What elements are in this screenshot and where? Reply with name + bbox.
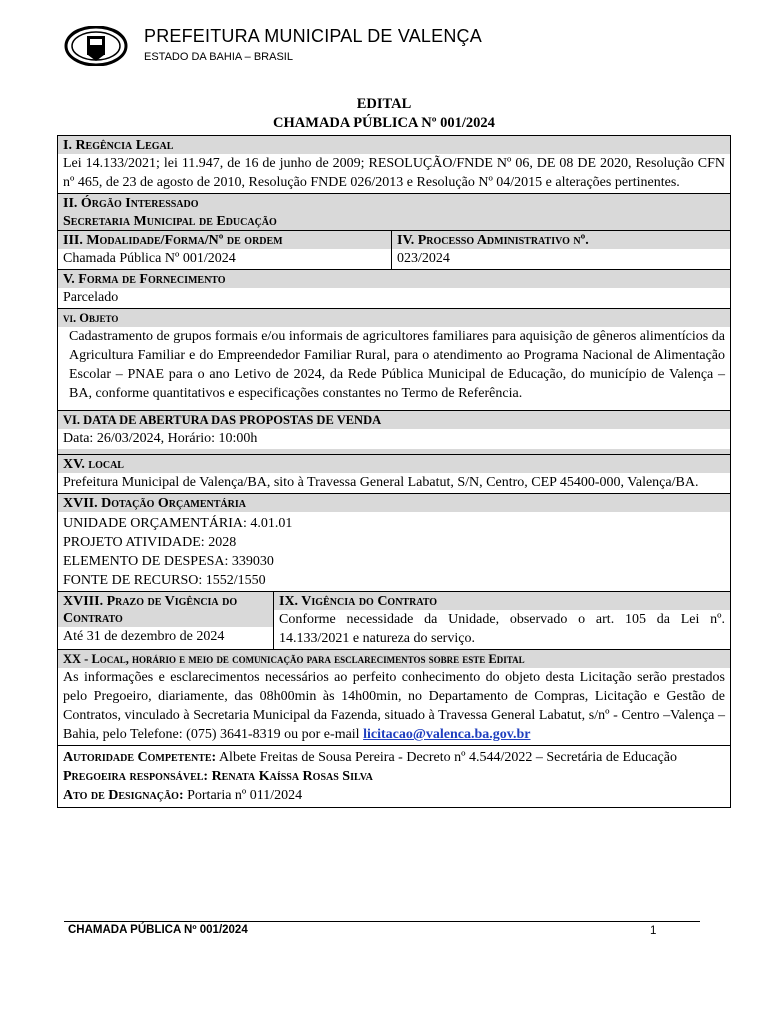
section-heading: XV. local — [58, 455, 730, 473]
budget-line: UNIDADE ORÇAMENTÁRIA: 4.01.01 — [63, 516, 293, 531]
section-body — [58, 512, 730, 591]
edital-table — [57, 135, 731, 808]
document-subtitle: CHAMADA PÚBLICA Nº 001/2024 — [273, 115, 495, 131]
section-heading: IX. Vigência do Contrato — [274, 592, 730, 610]
section-esclarecimentos — [58, 650, 730, 746]
section-body: Chamada Pública Nº 001/2024 — [63, 251, 236, 266]
pregoeira-line — [58, 767, 730, 786]
section-modalidade-processo — [58, 231, 730, 270]
budget-line: PROJETO ATIVIDADE: 2028 — [63, 535, 237, 550]
section-data-abertura — [58, 411, 730, 455]
designacao-line — [58, 786, 730, 807]
page-number: 1 — [650, 925, 657, 937]
section-heading-secondary: Secretaria Municipal de Educação — [58, 212, 730, 230]
section-heading: XX - Local, horário e meio de comunicação para esclarecimentos sobre este Edital — [58, 650, 730, 668]
section-body: Cadastramento de grupos formais e/ou informais de agricultores familiares para aquisição de gêneros alimentícios da Agricultura Familiar e do Empreendedor Familiar Rural, para o atendimento ao Programa Nacional de Alimentação Escolar – PNAE para o ano Letivo de 2024, da Rede Pública Municipal de Educação, do município de Valença – BA, conforme quantitativos e especificações constantes no Termo de Referência. — [69, 329, 725, 401]
heading-line: XVIII. Prazo de Vigência do — [63, 594, 238, 609]
section-body: Parcelado — [63, 290, 119, 305]
header-title: PREFEITURA MUNICIPAL DE VALENÇA — [144, 26, 482, 46]
section-body: Prefeitura Municipal de Valença/BA, sito à Travessa General Labatut, S/N, Centro, CEP 45400-000, Valença/BA. — [63, 475, 699, 490]
spacer — [58, 404, 730, 410]
section-body: Data: 26/03/2024, Horário: 10:00h — [63, 431, 258, 446]
heading-line: Contrato — [63, 611, 123, 626]
section-regencia-legal — [58, 136, 730, 194]
section-heading: vi. Objeto — [58, 309, 730, 327]
contact-text: As informações e esclarecimentos necessários ao perfeito conhecimento do objeto desta Licitação serão prestados pelo Pregoeiro, diariamente, das 08h00min às 14h00min, no Departamento de Compras, Licitação e Gestão de Contratos, vinculado à Secretaria Municipal da Fazenda, situado à Travessa General Labatut, s/nº - Centro –Valença – Bahia, pelo Telefone: (075) 3641-8319 ou por e-mail — [63, 670, 725, 742]
section-heading: II. Órgão Interessado — [58, 194, 730, 212]
section-heading: III. Modalidade/Forma/Nº de ordem — [58, 231, 391, 249]
footer-divider — [64, 921, 700, 922]
designacao-value: Portaria nº 011/2024 — [183, 788, 303, 803]
authority-label: Autoridade Competente: — [63, 750, 217, 765]
section-prazo — [58, 592, 274, 649]
section-forma-fornecimento — [58, 270, 730, 309]
section-heading: IV. Processo Administrativo nº. — [392, 231, 730, 249]
section-modalidade — [58, 231, 392, 269]
section-heading: XVII. Dotação Orçamentária — [58, 494, 730, 512]
section-body: Até 31 de dezembro de 2024 — [63, 629, 225, 644]
section-prazo-vigencia — [58, 592, 730, 650]
section-body: Conforme necessidade da Unidade, observado o art. 105 da Lei nº. 14.133/2021 e natureza do serviço. — [279, 612, 725, 646]
section-body: 023/2024 — [397, 251, 450, 266]
header-subtitle: ESTADO DA BAHIA – BRASIL — [144, 51, 293, 63]
section-orgao-interessado — [58, 194, 730, 231]
budget-line: ELEMENTO DE DESPESA: 339030 — [63, 554, 274, 569]
authority-line — [58, 746, 730, 767]
section-autoridades — [58, 746, 730, 807]
budget-line: FONTE DE RECURSO: 1552/1550 — [63, 573, 266, 588]
page-header — [64, 22, 764, 74]
section-objeto — [58, 309, 730, 411]
section-heading — [58, 592, 273, 627]
section-heading: V. Forma de Fornecimento — [58, 270, 730, 288]
section-heading: I. Regência Legal — [58, 136, 730, 154]
email-link[interactable]: licitacao@valenca.ba.gov.br — [363, 727, 531, 742]
section-dotacao-orcamentaria — [58, 494, 730, 592]
pregoeira-label: Pregoeira responsável: Renata Kaíssa Rosas Silva — [63, 769, 373, 784]
authority-value: Albete Freitas de Sousa Pereira - Decreto nº 4.544/2022 – Secretária de Educação — [216, 750, 677, 765]
section-heading: VI. DATA DE ABERTURA DAS PROPOSTAS DE VENDA — [58, 411, 730, 429]
section-local — [58, 455, 730, 494]
municipal-seal-icon — [64, 26, 128, 66]
section-processo — [392, 231, 730, 269]
footer-document-name: CHAMADA PÚBLICA Nº 001/2024 — [68, 924, 248, 936]
section-body: Lei 14.133/2021; lei 11.947, de 16 de junho de 2009; RESOLUÇÃO/FNDE Nº 06, DE 08 DE 2020, Resolução CFN nº 465, de 23 de agosto de 2010, Resolução FNDE 026/2013 e Resolução Nº 04/2015 e alterações pertinentes. — [63, 156, 725, 190]
section-vigencia-contrato — [274, 592, 730, 649]
heading-bar — [58, 449, 730, 454]
document-title: EDITAL — [356, 96, 412, 112]
section-body — [58, 668, 730, 745]
designacao-label: Ato de Designação: — [63, 788, 184, 803]
